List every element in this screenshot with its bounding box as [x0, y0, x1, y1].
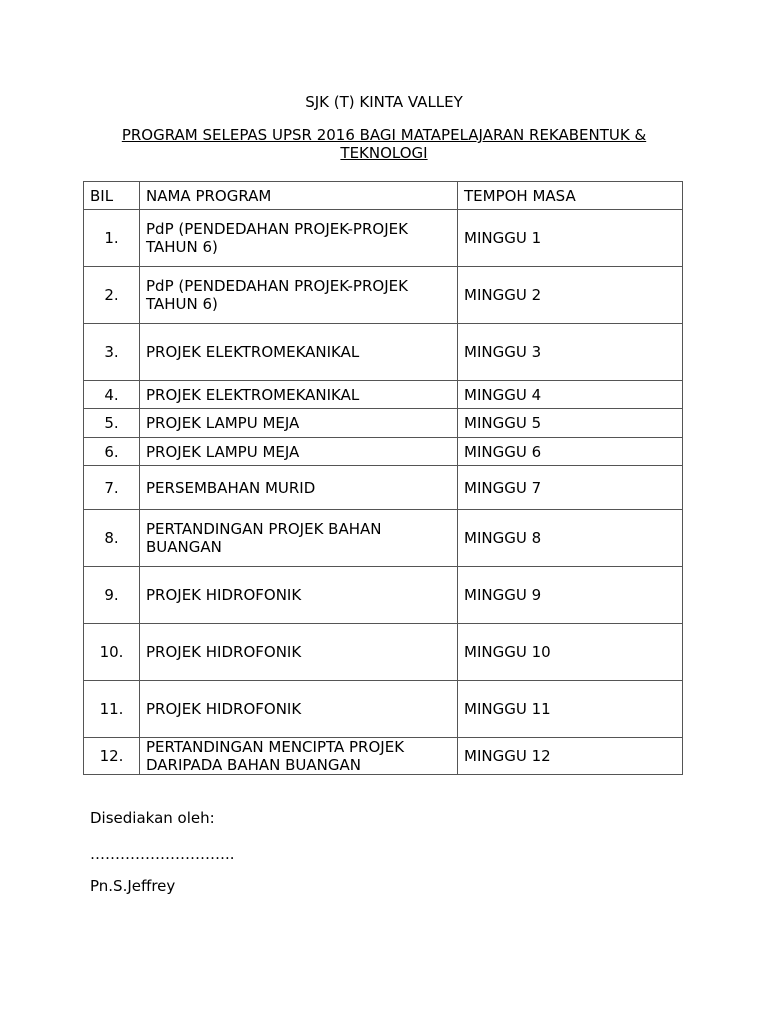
preparer-name: Pn.S.Jeffrey [90, 877, 176, 895]
table-row [84, 324, 683, 381]
cell-tempoh: MINGGU 2 [458, 267, 683, 324]
table-row [84, 624, 683, 681]
header-nama-program: NAMA PROGRAM [140, 182, 458, 210]
table-row [84, 681, 683, 738]
cell-tempoh: MINGGU 1 [458, 210, 683, 267]
cell-tempoh: MINGGU 4 [458, 381, 683, 409]
cell-bil: 4. [84, 381, 140, 409]
cell-bil: 11. [84, 681, 140, 738]
cell-bil: 6. [84, 438, 140, 466]
cell-nama: PERTANDINGAN PROJEK BAHAN BUANGAN [140, 510, 458, 567]
cell-bil: 5. [84, 409, 140, 438]
signature-line: ……………………….. [90, 845, 235, 863]
table-row [84, 738, 683, 775]
schedule-table [83, 181, 683, 775]
cell-bil: 12. [84, 738, 140, 775]
cell-tempoh: MINGGU 7 [458, 466, 683, 510]
school-name: SJK (T) KINTA VALLEY [305, 93, 463, 111]
cell-bil: 3. [84, 324, 140, 381]
cell-tempoh: MINGGU 9 [458, 567, 683, 624]
header-bil: BIL [84, 182, 140, 210]
program-title-text: PROGRAM SELEPAS UPSR 2016 BAGI MATAPELAJARAN REKABENTUK & TEKNOLOGI [121, 126, 647, 162]
cell-nama: PROJEK HIDROFONIK [140, 681, 458, 738]
cell-nama: PROJEK HIDROFONIK [140, 624, 458, 681]
table-row [84, 210, 683, 267]
cell-nama: PROJEK LAMPU MEJA [140, 409, 458, 438]
cell-bil: 9. [84, 567, 140, 624]
cell-tempoh: MINGGU 12 [458, 738, 683, 775]
cell-nama: PdP (PENDEDAHAN PROJEK-PROJEK TAHUN 6) [140, 210, 458, 267]
table-row [84, 466, 683, 510]
table-row [84, 381, 683, 409]
cell-nama: PROJEK LAMPU MEJA [140, 438, 458, 466]
cell-nama: PROJEK HIDROFONIK [140, 567, 458, 624]
cell-tempoh: MINGGU 5 [458, 409, 683, 438]
table-row [84, 438, 683, 466]
cell-tempoh: MINGGU 11 [458, 681, 683, 738]
table-header-row [84, 182, 683, 210]
prepared-by-label: Disediakan oleh: [90, 809, 215, 827]
cell-bil: 10. [84, 624, 140, 681]
cell-bil: 7. [84, 466, 140, 510]
cell-nama: PROJEK ELEKTROMEKANIKAL [140, 324, 458, 381]
cell-tempoh: MINGGU 3 [458, 324, 683, 381]
table-row [84, 567, 683, 624]
cell-nama: PdP (PENDEDAHAN PROJEK-PROJEK TAHUN 6) [140, 267, 458, 324]
table-row [84, 510, 683, 567]
cell-nama: PERTANDINGAN MENCIPTA PROJEK DARIPADA BAHAN BUANGAN [140, 738, 458, 775]
cell-tempoh: MINGGU 6 [458, 438, 683, 466]
cell-tempoh: MINGGU 10 [458, 624, 683, 681]
cell-bil: 8. [84, 510, 140, 567]
table-row [84, 267, 683, 324]
cell-nama: PROJEK ELEKTROMEKANIKAL [140, 381, 458, 409]
table-row [84, 409, 683, 438]
header-tempoh-masa: TEMPOH MASA [458, 182, 683, 210]
cell-bil: 1. [84, 210, 140, 267]
cell-tempoh: MINGGU 8 [458, 510, 683, 567]
cell-bil: 2. [84, 267, 140, 324]
program-title [90, 126, 678, 162]
cell-nama: PERSEMBAHAN MURID [140, 466, 458, 510]
